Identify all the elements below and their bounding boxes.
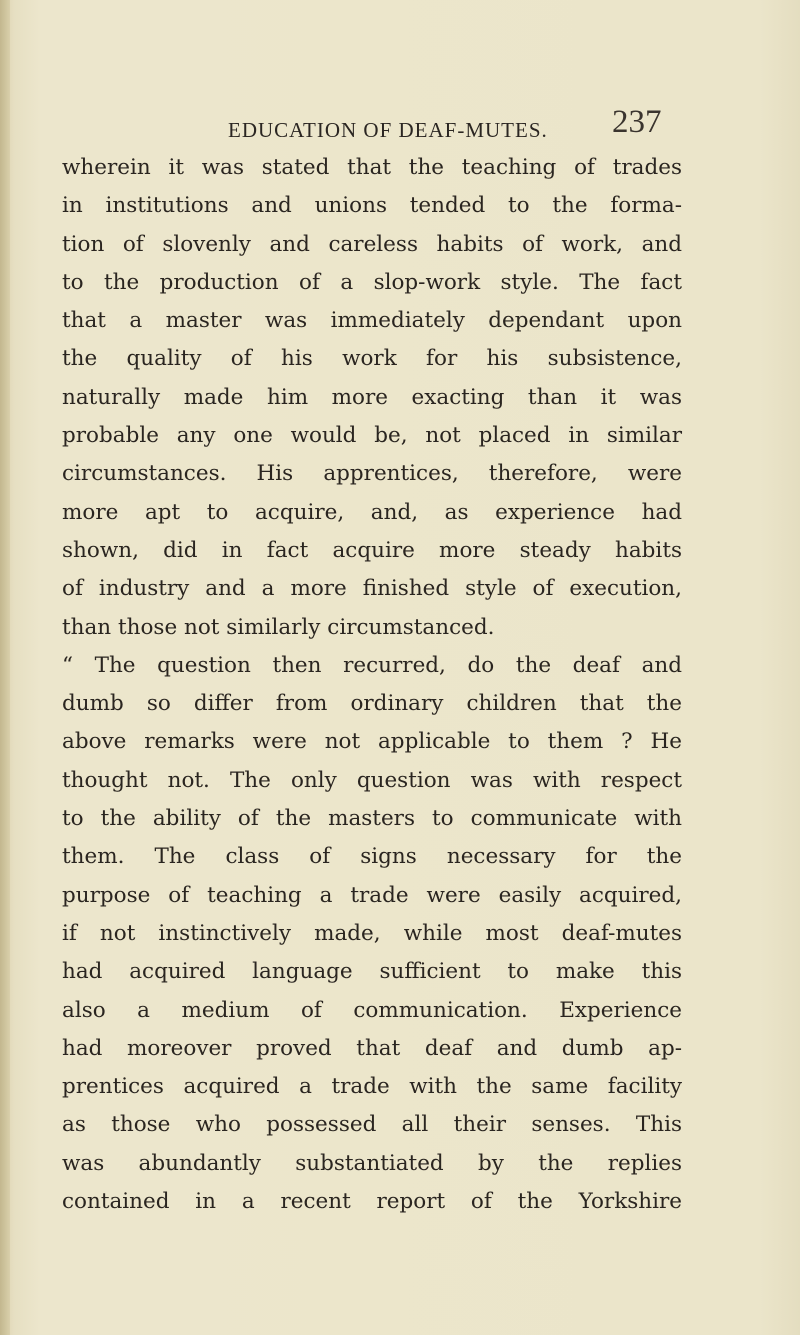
text-line: contained in a recent report of the Yorkshire [62, 1189, 682, 1215]
text-line: more apt to acquire, and, as experience had [62, 499, 682, 525]
running-head: EDUCATION OF DEAF-MUTES. [228, 118, 548, 142]
text-line: that a master was immediately dependant upon [62, 308, 682, 334]
text-line: tion of slovenly and careless habits of work, and [62, 231, 682, 257]
text-line: shown, did in fact acquire more steady habits [62, 537, 682, 563]
text-line: “ The question then recurred, do the deaf and [62, 652, 682, 678]
text-line: had moreover proved that deaf and dumb ap- [62, 1035, 682, 1061]
text-line: prentices acquired a trade with the same facility [62, 1074, 682, 1100]
text-line: above remarks were not applicable to them ? He [62, 729, 682, 755]
page-number: 237 [612, 104, 662, 140]
page-binding-edge [0, 0, 10, 1335]
text-line: to the production of a slop-work style. The fact [62, 269, 682, 295]
text-line: also a medium of communication. Experience [62, 997, 682, 1023]
text-line: than those not similarly circumstanced. [62, 614, 495, 640]
text-line: the quality of his work for his subsistence, [62, 346, 682, 372]
text-line: them. The class of signs necessary for the [62, 844, 682, 870]
text-line: probable any one would be, not placed in similar [62, 423, 682, 449]
body-text [62, 149, 682, 1221]
text-line: in institutions and unions tended to the forma- [62, 193, 682, 219]
text-line: of industry and a more finished style of execution, [62, 576, 682, 602]
text-line: wherein it was stated that the teaching of trades [62, 155, 682, 180]
text-line: naturally made him more exacting than it was [62, 384, 682, 410]
text-line: purpose of teaching a trade were easily acquired, [62, 882, 682, 908]
text-line: thought not. The only question was with respect [62, 767, 682, 793]
text-line: to the ability of the masters to communicate with [62, 806, 682, 832]
text-line: if not instinctively made, while most deaf-mutes [62, 920, 682, 946]
text-line: as those who possessed all their senses. This [62, 1112, 682, 1138]
text-line: was abundantly substantiated by the replies [62, 1150, 682, 1176]
text-line: had acquired language sufficient to make this [62, 959, 682, 985]
text-line: circumstances. His apprentices, therefore, were [62, 461, 682, 487]
text-line: dumb so differ from ordinary children that the [62, 691, 682, 717]
